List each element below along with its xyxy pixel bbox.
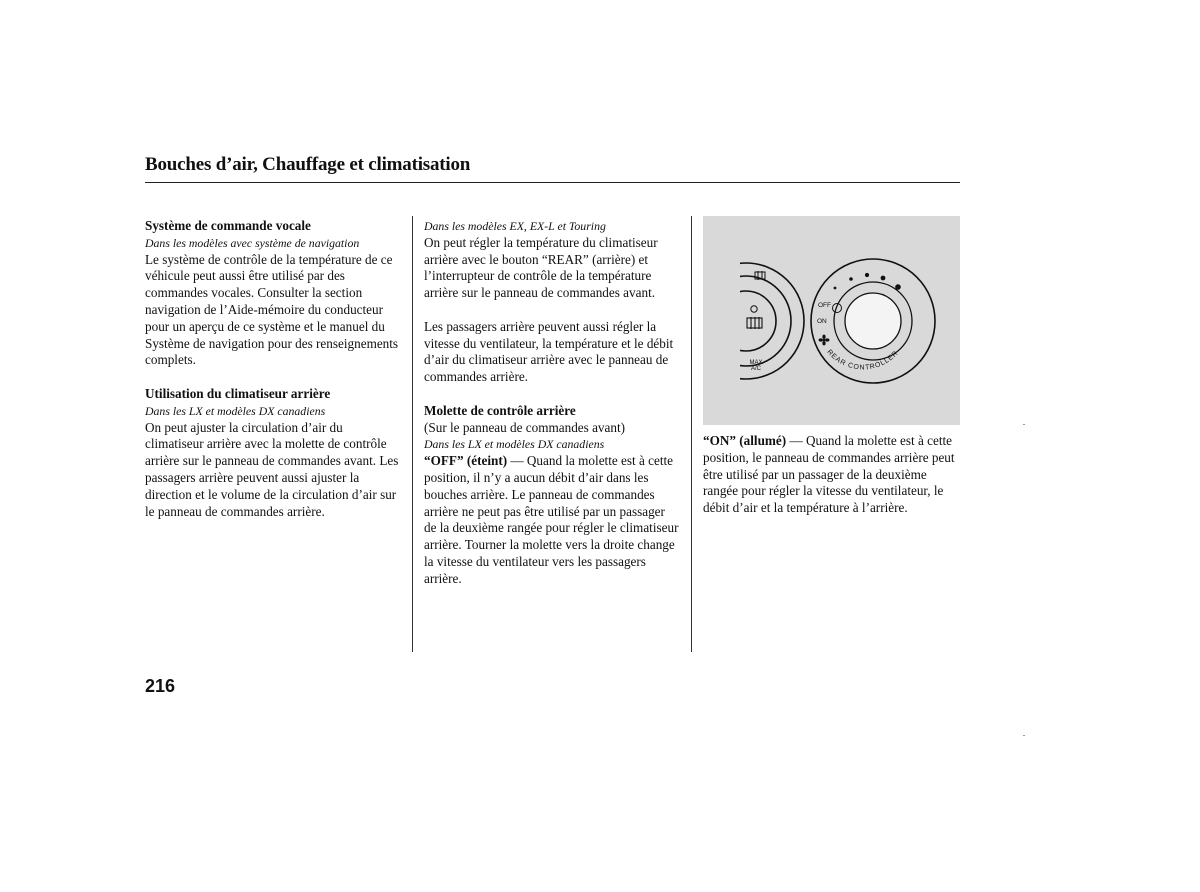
model-note-lx-dx: Dans les LX et modèles DX canadiens: [145, 403, 326, 418]
model-note-ex-touring: Dans les modèles EX, EX-L et Touring: [424, 219, 606, 233]
title-rule: [145, 182, 960, 183]
rear-dial-subheading: (Sur le panneau de commandes avant): [424, 419, 626, 435]
rear-controller-label: REAR CONTROLLER: [825, 348, 900, 372]
rear-ac-paragraph: On peut ajuster la circulation d’air du climatiseur arrière avec la molette de contrôle arrière sur le panneau de commandes avant. Les passagers arrière peuvent aussi ajuster la direction et le volume de la circulation d’air sur le panneau de commandes arrière.: [145, 419, 399, 519]
model-note-lx-dx-2: Dans les LX et modèles DX canadiens: [424, 437, 605, 452]
off-term: “OFF” (éteint): [424, 453, 508, 469]
rear-controller-illustration: [703, 216, 960, 425]
scan-speck: [1023, 424, 1025, 425]
section-heading-rear-ac: Utilisation du climatiseur arrière: [145, 385, 331, 401]
rear-controller-knob[interactable]: [845, 293, 901, 349]
rear-defrost-icon: [755, 271, 765, 280]
max-label-line1: MAX: [749, 360, 763, 366]
column-1: [145, 218, 401, 520]
column-divider-2: [691, 216, 692, 652]
section-heading-voice-control: Système de commande vocale: [145, 218, 311, 233]
page-title: Bouches d’air, Chauffage et climatisation: [145, 154, 471, 175]
fan-speed-dot-5: [895, 284, 901, 290]
off-label: OFF: [818, 302, 831, 309]
fan-speed-dot-2: [849, 277, 853, 281]
section-heading-rear-dial: Molette de contrôle arrière: [424, 402, 576, 418]
on-description: Quand la molette est à cette position, le panneau de commandes arrière peut être utilisé par un passager de la deuxième rangée pour régler la vitesse du ventilateur, le débit d’air et la température à l’arrière.: [703, 433, 955, 516]
rear-controller-figure: [703, 216, 960, 425]
rear-temperature-paragraph: On peut régler la température du climatiseur arrière avec le bouton “REAR” (arrière) et l’interrupteur de contrôle de la température arrière sur le panneau de commandes avant.: [424, 234, 658, 301]
fan-icon: [819, 335, 830, 346]
scan-speck: [1023, 735, 1025, 736]
on-dash: —: [786, 433, 806, 448]
indicator-circle: [751, 306, 757, 312]
max-label-line2: A/C: [750, 366, 762, 372]
fan-speed-dot-3: [865, 273, 869, 277]
on-label: ON: [817, 318, 827, 325]
column-3: [703, 433, 961, 517]
off-dash: —: [507, 453, 527, 469]
model-note-navigation: Dans les modèles avec système de navigation: [145, 235, 360, 250]
off-position-paragraph: [424, 453, 680, 587]
off-description: Quand la molette est à cette position, il n’y a aucun débit d’air dans les bouches arrière. Le panneau de commandes arrière ne peut pas être utilisé par un passager de la deuxième rangée pour régler le climatiseur arrière. Tourner la molette vers la droite change la vitesse du ventilateur vers les passagers arrière.: [424, 453, 679, 586]
rear-defrost-button-icon: [747, 317, 762, 329]
fan-speed-dot-1: [834, 287, 837, 290]
on-term: “ON” (allumé): [703, 433, 787, 448]
on-position-paragraph: [703, 433, 961, 517]
page-number: 216: [145, 676, 176, 696]
rear-passengers-paragraph: Les passagers arrière peuvent aussi régler la vitesse du ventilateur, la température et le débit d’air du climatiseur arrière avec le panneau de commandes arrière.: [424, 318, 674, 385]
voice-control-paragraph: Le système de contrôle de la température de ce véhicule peut aussi être utilisé par des commandes vocales. Consulter la section navigation de l’Aide-mémoire du conducteur pour un aperçu de ce système et le manuel du Système de navigation pour des renseignements complets.: [145, 251, 399, 368]
column-2: [424, 218, 680, 588]
column-divider-1: [412, 216, 413, 652]
fan-speed-dot-4: [881, 276, 886, 281]
